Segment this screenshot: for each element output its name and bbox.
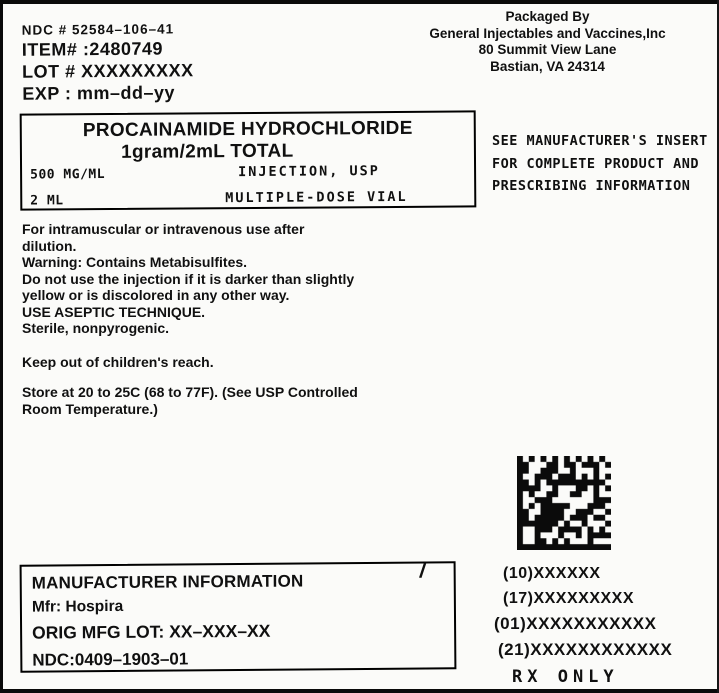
- manufacturer-ndc: NDC:0409–1903–01: [32, 649, 189, 670]
- insert-note: [492, 130, 719, 198]
- check-mark: /: [418, 559, 428, 583]
- packager-company: General Injectables and Vaccines,Inc: [429, 25, 666, 41]
- drug-total: 1gram/2mL TOTAL: [120, 140, 294, 163]
- lot-number: LOT # XXXXXXXXX: [21, 60, 194, 82]
- insert-note-line: PRESCRIBING INFORMATION: [492, 178, 691, 194]
- directions-color: Do not use the injection if it is darker than slightly yellow or is discolored in any other way.: [22, 270, 355, 303]
- scan-frame-left: [0, 0, 3, 693]
- drug-volume: 2 ML: [30, 193, 64, 209]
- gs1-codes-block: [494, 562, 672, 687]
- directions-sterile: Sterile, nonpyrogenic.: [22, 320, 170, 336]
- manufacturer-heading: MANUFACTURER INFORMATION: [31, 571, 304, 593]
- gs1-lot-code: (10)XXXXXX: [503, 565, 601, 582]
- drug-vial-type: MULTIPLE-DOSE VIAL: [225, 188, 408, 207]
- scan-frame-bottom: [0, 689, 719, 693]
- gs1-exp-code: (17)XXXXXXXXX: [503, 590, 634, 607]
- data-matrix-barcode: [517, 456, 611, 550]
- directions-use: For intramuscular or intravenous use after dilution.: [22, 221, 305, 254]
- manufacturer-name: Mfr: Hospira: [31, 597, 124, 616]
- directions-warning: Warning: Contains Metabisulfites.: [22, 254, 248, 270]
- packager-street: 80 Summit View Lane: [478, 42, 617, 57]
- drug-info-box: [20, 110, 477, 210]
- directions-children: Keep out of children's reach.: [22, 353, 214, 370]
- ndc-number: NDC # 52584–106–41: [21, 21, 175, 38]
- header-left-block: [22, 20, 194, 105]
- drug-name: PROCAINAMIDE HYDROCHLORIDE: [82, 117, 413, 142]
- directions-storage: Store at 20 to 25C (68 to 77F). (See USP Controlled Room Temperature.): [22, 384, 358, 417]
- directions-block: [22, 221, 360, 417]
- packager-heading: Packaged By: [505, 9, 590, 24]
- gs1-gtin-code: (01)XXXXXXXXXXX: [494, 614, 657, 633]
- drug-strength: 500 MG/ML: [30, 166, 106, 183]
- exp-date: EXP : mm–dd–yy: [22, 82, 176, 104]
- item-number: ITEM# :2480749: [21, 38, 164, 60]
- orig-mfg-lot: ORIG MFG LOT: XX–XXX–XX: [32, 620, 271, 643]
- insert-note-line: FOR COMPLETE PRODUCT AND: [492, 155, 700, 172]
- rx-only-label: RX ONLY: [512, 667, 619, 687]
- scan-frame-top: [0, 0, 719, 4]
- directions-aseptic: USE ASEPTIC TECHNIQUE.: [22, 303, 206, 320]
- insert-note-line: SEE MANUFACTURER'S INSERT: [492, 133, 708, 149]
- gs1-serial-code: (21)XXXXXXXXXXXX: [498, 640, 673, 659]
- drug-form: INJECTION, USP: [238, 163, 380, 181]
- manufacturer-box: [20, 561, 457, 672]
- packager-block: [385, 9, 710, 75]
- packager-city: Bastian, VA 24314: [490, 58, 605, 74]
